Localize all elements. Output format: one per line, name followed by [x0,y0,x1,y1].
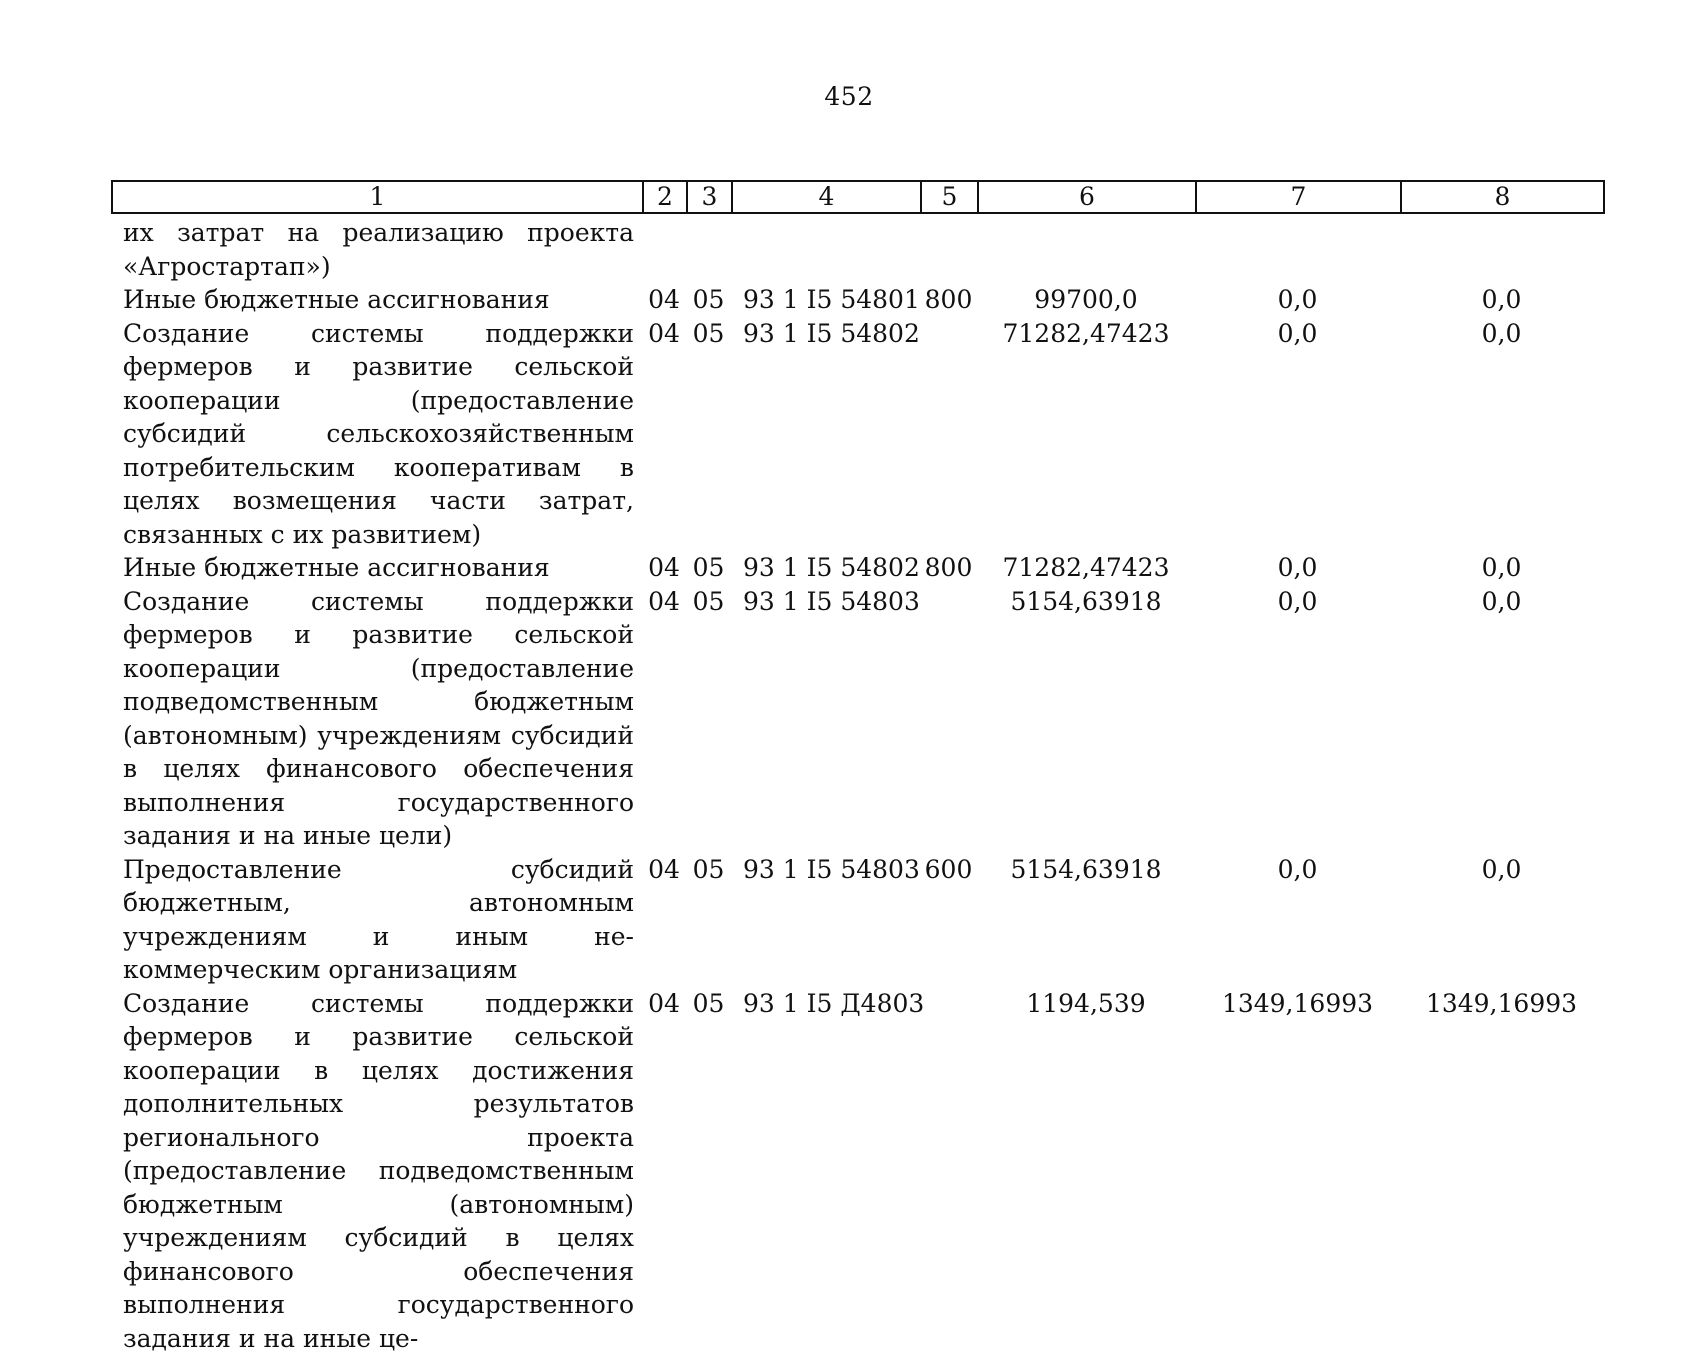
amount-col7-cell: 0,0 [1195,283,1400,317]
expense-type-cell: 600 [920,853,977,987]
section-code-cell: 04 [642,283,686,317]
subsection-code-cell: 05 [686,317,731,552]
column-header-6: 6 [978,181,1196,213]
column-header-2: 2 [643,181,687,213]
table-row [111,987,1603,1355]
row-name-cell: Создание системы поддержки фермеров и развитие сельской кооперации в целях достижения дополнительных результатов регионального проекта (предоставление подведомственным бюджетным (автономным) учреждениям субсидий в целях финансового обеспечения выполнения государственного задания и на иные це- [111,987,642,1355]
target-article-cell: 93 1 I5 54802 [731,551,920,585]
amount-col7-cell: 1349,16993 [1195,987,1400,1355]
amount-col8-cell: 0,0 [1400,853,1603,987]
amount-col6-cell: 1194,539 [977,987,1195,1355]
column-header-1: 1 [112,181,643,213]
table-row [111,551,1603,585]
amount-col8-cell: 1349,16993 [1400,987,1603,1355]
column-header-7: 7 [1196,181,1401,213]
amount-col8-cell: 0,0 [1400,317,1603,552]
target-article-cell [731,216,920,283]
column-header-3: 3 [687,181,732,213]
amount-col6-cell: 99700,0 [977,283,1195,317]
target-article-cell: 93 1 I5 54802 [731,317,920,552]
amount-col6-cell: 5154,63918 [977,853,1195,987]
row-name-cell: Иные бюджетные ассигнования [111,283,642,317]
subsection-code-cell: 05 [686,987,731,1355]
amount-col7-cell: 0,0 [1195,317,1400,552]
subsection-code-cell: 05 [686,853,731,987]
table-row [111,853,1603,987]
amount-col6-cell: 71282,47423 [977,551,1195,585]
expense-type-cell [920,317,977,552]
column-header-8: 8 [1401,181,1604,213]
section-code-cell: 04 [642,853,686,987]
expense-type-cell: 800 [920,551,977,585]
section-code-cell: 04 [642,585,686,853]
expense-type-cell [920,585,977,853]
subsection-code-cell: 05 [686,283,731,317]
target-article-cell: 93 1 I5 54801 [731,283,920,317]
section-code-cell: 04 [642,987,686,1355]
target-article-cell: 93 1 I5 54803 [731,585,920,853]
amount-col6-cell: 5154,63918 [977,585,1195,853]
subsection-code-cell: 05 [686,585,731,853]
amount-col7-cell: 0,0 [1195,853,1400,987]
row-name-cell: Предоставление субсидий бюджетным, автономным учреждениям и иным некоммерческим организациям [111,853,642,987]
amount-col7-cell: 0,0 [1195,551,1400,585]
row-name-cell: Иные бюджетные ассигнования [111,551,642,585]
target-article-cell: 93 1 I5 Д4803 [731,987,920,1355]
column-number-header [111,180,1605,214]
table-row [111,585,1603,853]
subsection-code-cell: 05 [686,551,731,585]
section-code-cell: 04 [642,551,686,585]
table-row [111,317,1603,552]
row-name-cell: их затрат на реализацию проекта «Агростартап») [111,216,642,283]
table-row [111,283,1603,317]
amount-col6-cell: 71282,47423 [977,317,1195,552]
expense-type-cell: 800 [920,283,977,317]
amount-col7-cell: 0,0 [1195,585,1400,853]
amount-col8-cell: 0,0 [1400,283,1603,317]
amount-col8-cell: 0,0 [1400,551,1603,585]
row-name-cell: Создание системы поддержки фермеров и развитие сельской кооперации (предоставление субсидий сельскохозяйственным потребительским кооперативам в целях возмещения части затрат, связанных с их развитием) [111,317,642,552]
table-row [111,216,1603,283]
target-article-cell: 93 1 I5 54803 [731,853,920,987]
row-name-cell: Создание системы поддержки фермеров и развитие сельской кооперации (предоставление подведомственным бюджетным (автономным) учреждениям субсидий в целях финансового обеспечения выполнения государственного задания и на иные цели) [111,585,642,853]
subsection-code-cell [686,216,731,283]
page-number: 452 [0,82,1698,111]
section-code-cell: 04 [642,317,686,552]
amount-col6-cell [977,216,1195,283]
amount-col8-cell [1400,216,1603,283]
amount-col8-cell: 0,0 [1400,585,1603,853]
amount-col7-cell [1195,216,1400,283]
expense-type-cell [920,987,977,1355]
table-body [111,216,1603,1355]
column-header-4: 4 [732,181,921,213]
budget-table [111,216,1603,1355]
section-code-cell [642,216,686,283]
expense-type-cell [920,216,977,283]
column-header-5: 5 [921,181,978,213]
